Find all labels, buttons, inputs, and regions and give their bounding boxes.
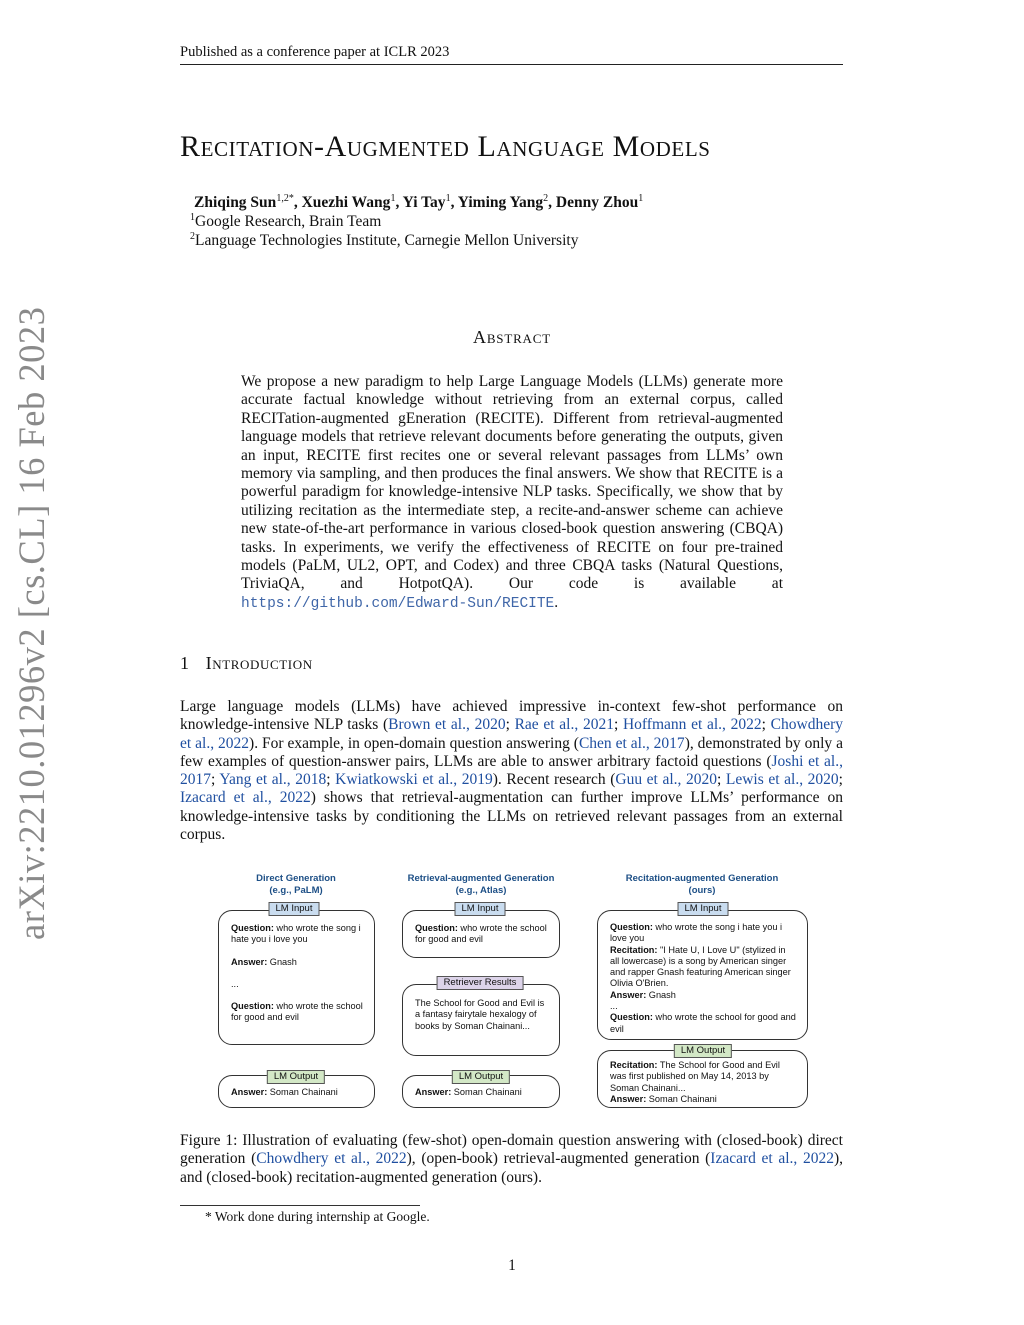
lm-output-tag: LM Output [452, 1070, 510, 1084]
lm-input-tag: LM Input [269, 902, 320, 916]
direct-output-box: Answer: Soman Chainani [218, 1075, 375, 1108]
recitation-generation-title: Recitation-augmented Generation (ours) [625, 873, 779, 896]
section-heading: 1 Introduction [180, 653, 313, 673]
author-list [194, 193, 643, 212]
retriever-results-tag: Retriever Results [437, 976, 524, 990]
recitation-input-box: Question: who wrote the song i hate you i love you Recitation: "I Hate U, I Love U" (stylized in all lowercase) is a song by American singer and rapper Gnash featuring American singer Olivia O'Brien. Answer: Gnash ... Question: who wrote the school for good and evil [597, 910, 808, 1040]
citation-link[interactable]: Yang et al., 2018 [219, 771, 327, 789]
citation-link[interactable]: Joshi et al., 2017 [180, 752, 843, 789]
citation-link[interactable]: Izacard et al., 2022 [180, 789, 311, 807]
retrieval-generation-title: Retrieval-augmented Generation (e.g., Atlas) [407, 873, 555, 896]
direct-generation-title: Direct Generation (e.g., PaLM) [256, 873, 336, 896]
lm-output-tag: LM Output [674, 1044, 732, 1058]
citation-link[interactable]: Rae et al., 2021 [514, 716, 614, 734]
retriever-results-box: The School for Good and Evil is a fantasy fairytale hexalogy of books by Soman Chainani... [402, 984, 560, 1056]
citation-link[interactable]: Chowdhery et al., 2022 [180, 716, 843, 752]
lm-input-tag: LM Input [678, 902, 729, 916]
code-link[interactable]: https://github.com/Edward-Sun/RECITE [241, 595, 555, 612]
author: Zhiqing Sun$^{1,2*}$, [194, 193, 302, 212]
affiliation: $^1$Google Research, Brain Team [190, 212, 382, 231]
arxiv-stamp: arXiv:2210.01296v2 [cs.CL] 16 Feb 2023 [11, 306, 52, 940]
affiliation: $^2$Language Technologies Institute, Carnegie Mellon University [190, 231, 579, 250]
author: Denny Zhou$^1$ [555, 193, 644, 212]
author: Yi Tay$^1$, [402, 193, 458, 212]
figure-1 [180, 868, 843, 1118]
direct-input-box: Question: who wrote the song i hate you i love you Answer: Gnash ... Question: who wrote the school for good and evil [218, 910, 375, 1045]
author: Xuezhi Wang$^1$, [301, 193, 403, 212]
intro-paragraph: Large language models (LLMs) have achieved impressive in-context few-shot performance on knowledge-intensive NLP tasks (Brown et al., 2020; Rae et al., 2021; Hoffmann et al., 2022; Chowdhery et al., 2022). For example, in open-domain question answering (Chen et al., 2017), demonstrated by only a few examples of question-answer pairs, LLMs are able to answer arbitrary factoid questions (Joshi et al., 2017; Yang et al., 2018; Kwiatkowski et al., 2019). Recent research (Guu et al., 2020; Lewis et al., 2020; Izacard et al., 2022) shows that retrieval-augmentation can further improve LLMs’ performance on knowledge-intensive tasks by conditioning the LLMs on retrieved relevant passages from an external corpus. [180, 698, 844, 844]
running-header: Published as a conference paper at ICLR 2023 [180, 44, 843, 65]
lm-input-tag: LM Input [455, 902, 506, 916]
citation-link[interactable]: Brown et al., 2020 [388, 716, 506, 734]
citation-link[interactable]: Chowdhery et al., 2022 [256, 1150, 407, 1168]
citation-link[interactable]: Izacard et al., 2022 [710, 1150, 834, 1168]
citation-link[interactable]: Lewis et al., 2020 [725, 771, 839, 789]
citation-link[interactable]: Guu et al., 2020 [615, 771, 717, 789]
recitation-output-box: Recitation: The School for Good and Evil was first published on May 14, 2013 by Soman Chainani... Answer: Soman Chainani [597, 1050, 808, 1108]
figure-caption: Figure 1: Illustration of evaluating (few-shot) open-domain question answering with (closed-book) direct generation (Chowdhery et al., 2022), (open-book) retrieval-augmented generation (Izacard et al., 2022), and (closed-book) recitation-augmented generation (ours). [180, 1132, 843, 1186]
paper-title: Recitation-Augmented Language Models [180, 130, 711, 163]
author: Yiming Yang$^2$, [457, 193, 556, 212]
footnote-rule [180, 1205, 420, 1206]
citation-link[interactable]: Hoffmann et al., 2022 [622, 716, 762, 734]
citation-link[interactable]: Chen et al., 2017 [578, 734, 685, 752]
retrieval-output-box: Answer: Soman Chainani [402, 1075, 560, 1108]
retrieval-input-box: Question: who wrote the school for good and evil [402, 910, 560, 958]
abstract-body: We propose a new paradigm to help Large Language Models (LLMs) generate more accurate factual knowledge without retrieving from an external corpus, called RECITation-augmented gEneration (RECITE). Different from retrieval-augmented language models that retrieve relevant documents before generating the outputs, given an input, RECITE first recites one or several relevant passages from LLMs’ own memory via sampling, and then produces the final answers. We show that RECITE is a powerful paradigm for knowledge-intensive NLP tasks. Specifically, we show that by utilizing recitation as the intermediate step, a recite-and-answer scheme can achieve new state-of-the-art performance in various closed-book question answering (CBQA) tasks. In experiments, we verify the effectiveness of RECITE on four pre-trained models (PaLM, UL2, OPT, and Codex) and three CBQA tasks (Natural Questions, TriviaQA, and HotpotQA). Our code is available at https://github.com/Edward-Sun/RECITE. [241, 373, 783, 612]
page-number: 1 [508, 1257, 516, 1274]
footnote: * Work done during internship at Google. [205, 1209, 430, 1224]
citation-link[interactable]: Kwiatkowski et al., 2019 [335, 771, 493, 789]
lm-output-tag: LM Output [267, 1070, 325, 1084]
abstract-heading: Abstract [473, 327, 551, 347]
